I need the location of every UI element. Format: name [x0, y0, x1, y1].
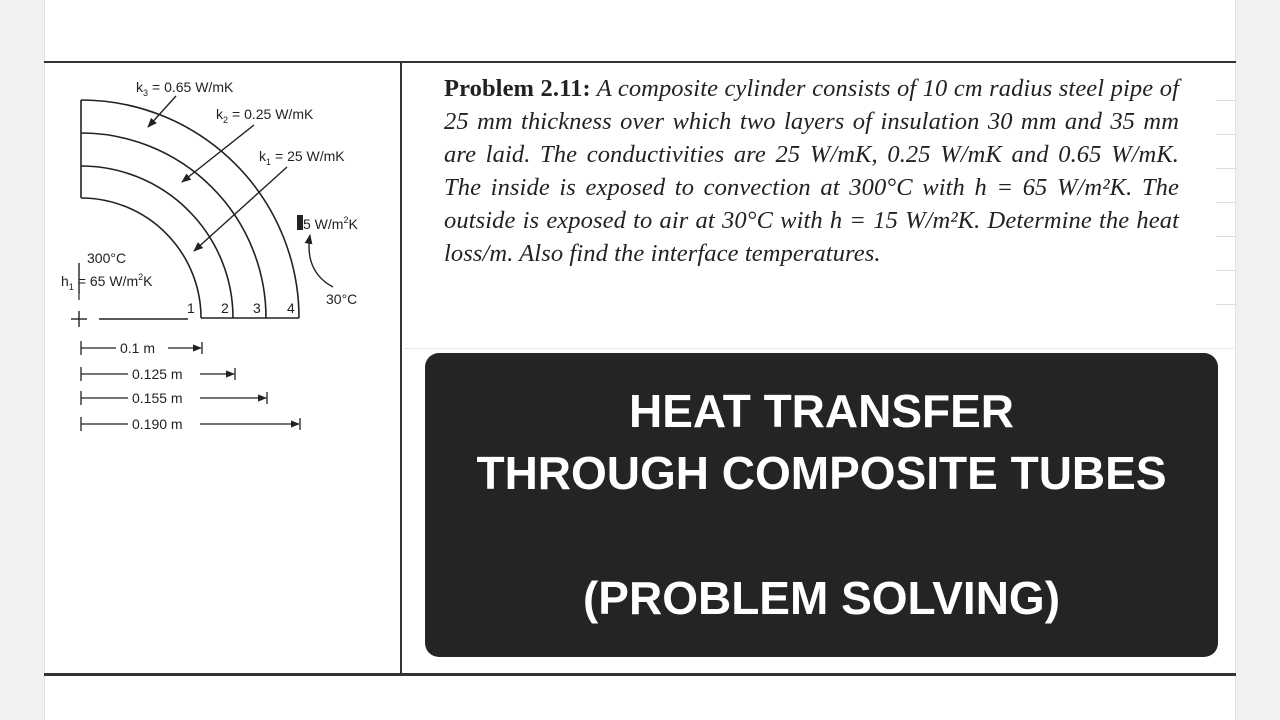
layer-boundary-3 — [81, 133, 266, 318]
radius-label-2: 0.125 m — [132, 366, 183, 382]
title-banner — [425, 353, 1218, 657]
radius-label-3: 0.155 m — [132, 390, 183, 406]
right-margin — [1236, 0, 1280, 720]
svg-text:k3= 0.65 W/mK: $k_3 = 0.65$ W/mK — [136, 79, 234, 98]
left-margin — [0, 0, 44, 720]
inside-temperature: 300°C — [87, 250, 127, 266]
node-label-2: 2 — [221, 300, 229, 316]
bottom-rule — [44, 673, 1236, 676]
composite-cylinder-diagram — [44, 63, 394, 443]
svg-text:k1= 25 W/mK: $k_1 = 25$ W/mK — [259, 148, 345, 167]
margin-ruling — [1216, 304, 1236, 305]
center-mark — [71, 311, 188, 327]
banner-line-3: (PROBLEM SOLVING) — [582, 572, 1061, 624]
margin-ruling — [1216, 202, 1236, 203]
banner-line-1: HEAT TRANSFER — [628, 385, 1015, 437]
radius-dimensions — [81, 341, 300, 431]
problem-statement — [444, 72, 1179, 270]
outside-temperature: 30°C — [326, 291, 358, 307]
margin-ruling — [1216, 168, 1236, 169]
problem-text: A composite cylinder consists of 10 cm radius steel pipe of 25 mm thickness over which two layers of insulation 30 mm and 35 mm are laid. The conductivities are 25 W/mK, 0.25 W/mK and 0.65 W/mK. The inside is exposed to convection at 300°C with h = 65 W/m²K. The outside is exposed to air at 30°C with h = 15 W/m²K. Determine the heat loss/m. Also find the interface temperatures. — [444, 75, 1179, 267]
svg-text:5 W/m2K: 5 $W/m^2K$ — [303, 215, 358, 232]
margin-line-right — [1235, 0, 1236, 720]
margin-ruling — [1216, 134, 1236, 135]
radius-label-4: 0.190 m — [132, 416, 183, 432]
label-h-outside — [297, 215, 358, 287]
margin-ruling — [1216, 100, 1236, 101]
layer-boundary-2 — [81, 166, 233, 318]
node-label-3: 3 — [253, 300, 261, 316]
svg-text:k2= 0.25 W/mK: $k_2 = 0.25$ W/mK — [216, 106, 314, 125]
label-h-inside — [61, 272, 153, 292]
label-k1 — [194, 148, 345, 251]
problem-label: Problem 2.11: — [444, 75, 591, 102]
margin-ruling — [1216, 236, 1236, 237]
ruling-line — [404, 348, 1234, 349]
label-k2 — [182, 106, 314, 182]
node-label-1: 1 — [187, 300, 195, 316]
banner-line-2: THROUGH COMPOSITE TUBES — [476, 447, 1167, 499]
node-label-4: 4 — [287, 300, 295, 316]
column-divider — [400, 62, 402, 674]
margin-ruling — [1216, 270, 1236, 271]
radius-label-1: 0.1 m — [120, 340, 156, 356]
svg-text:h1= 65 W/m2K: $h_1 = 65$ $W/m^2K$ — [61, 272, 153, 292]
